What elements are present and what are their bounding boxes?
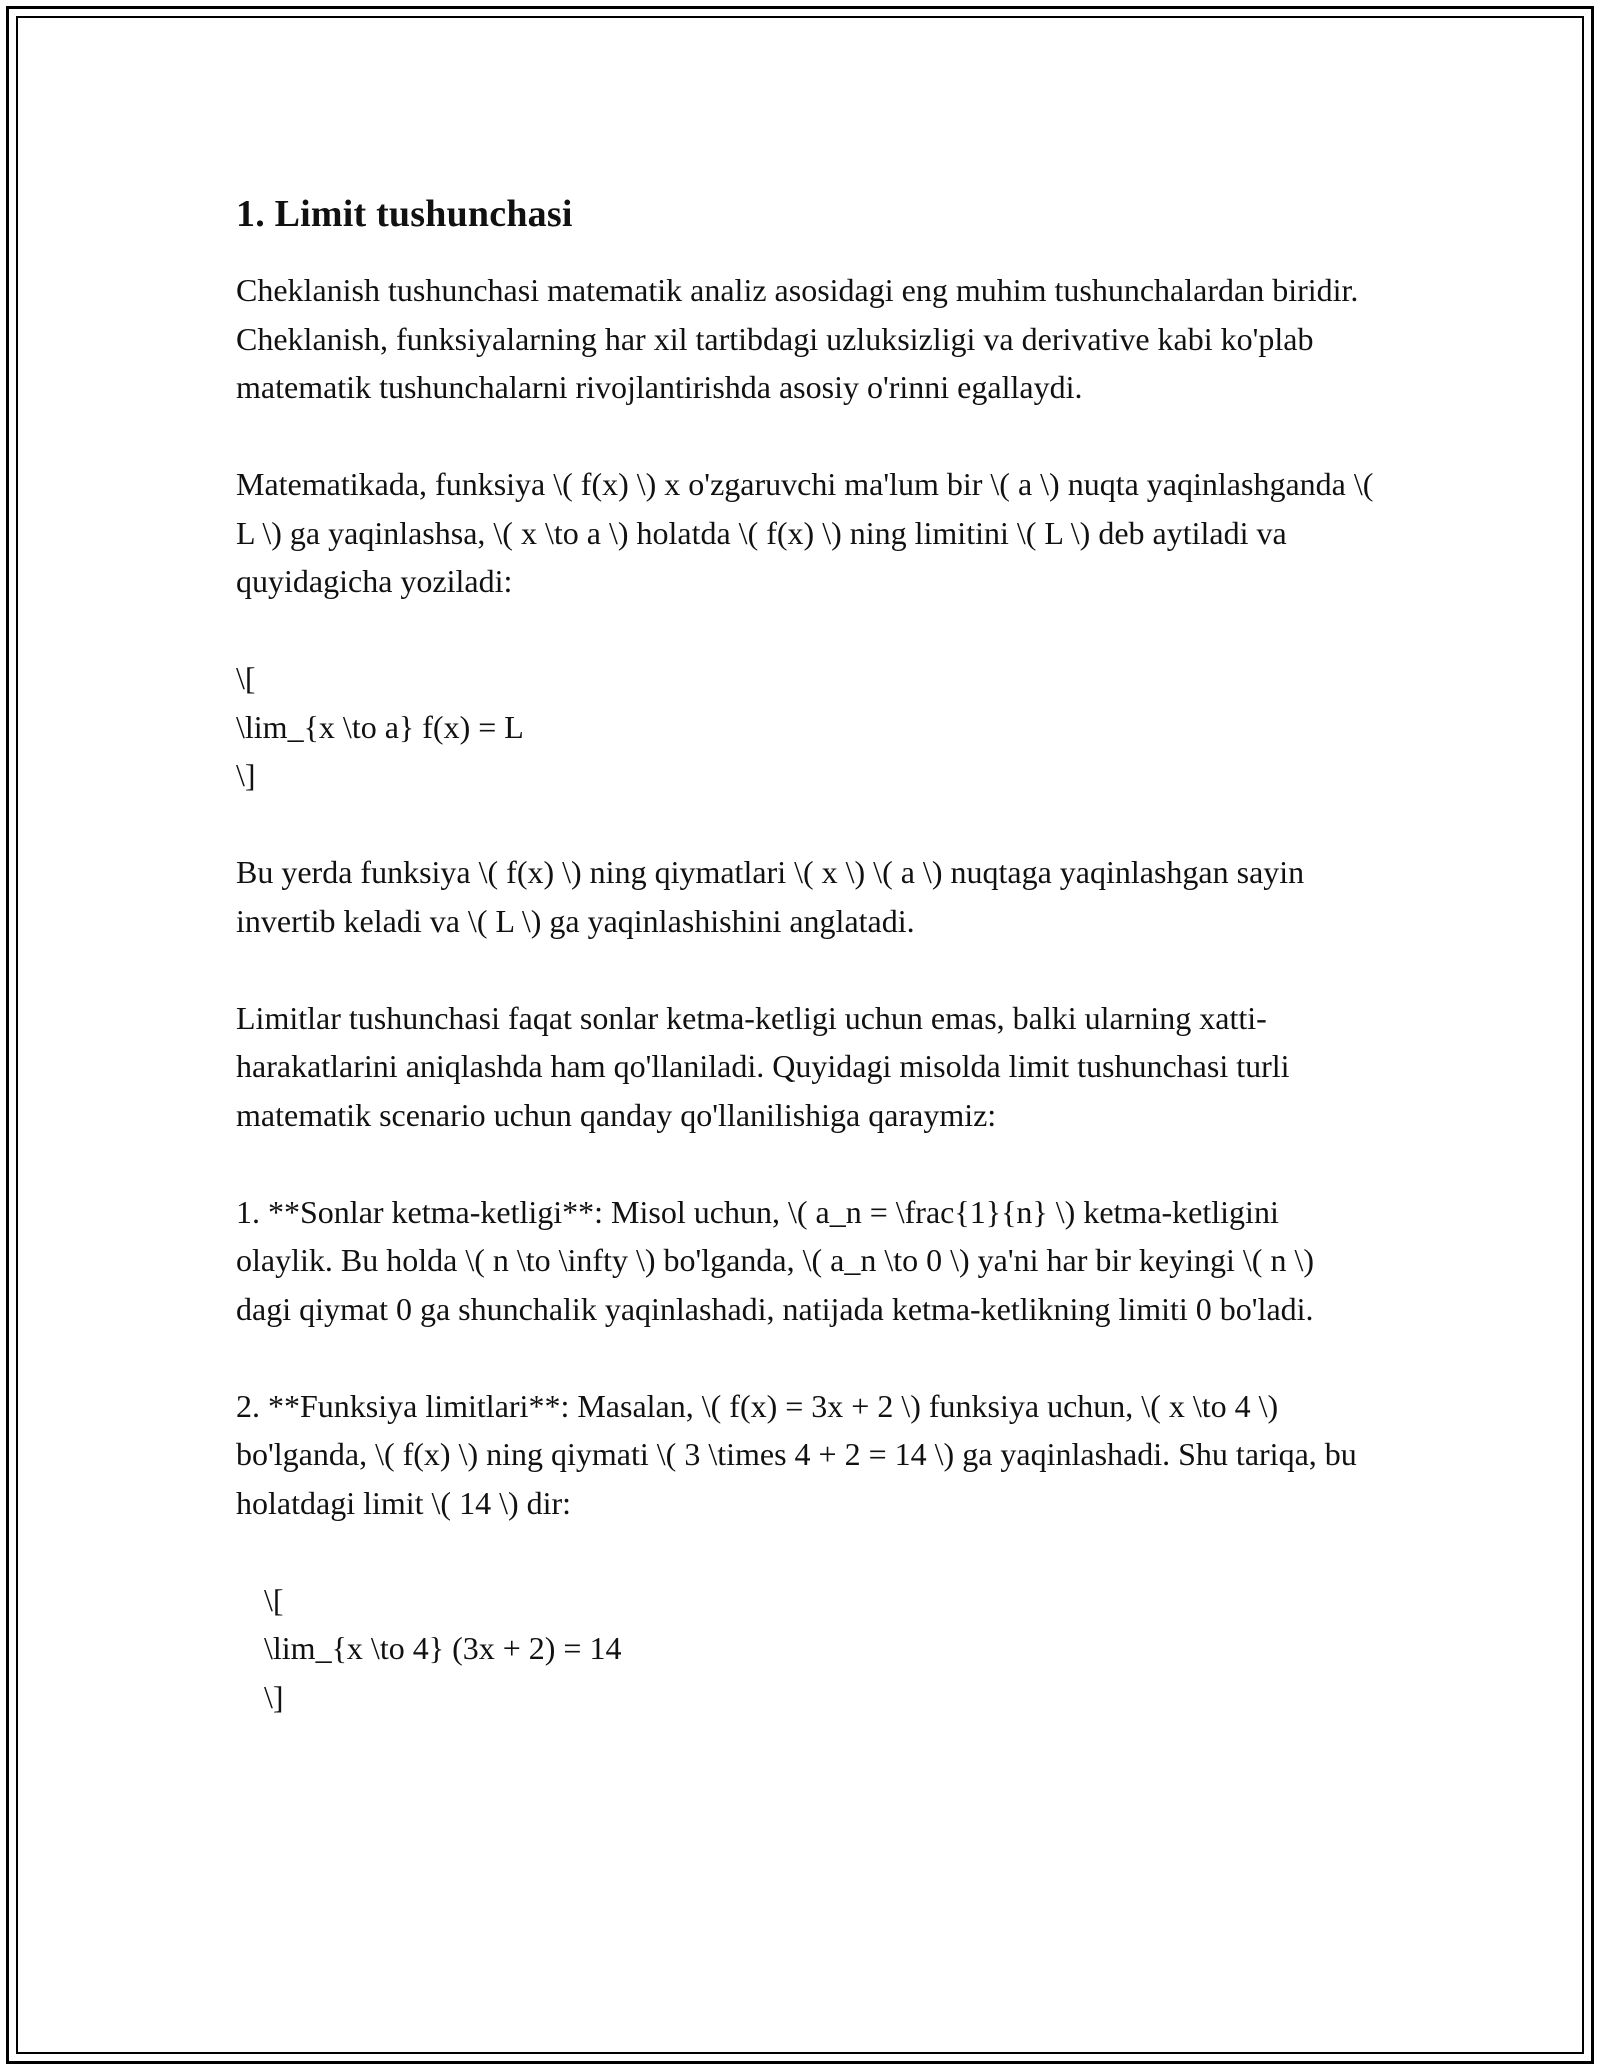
- list-item-sequences: 1. **Sonlar ketma-ketligi**: Misol uchun, \( a_n = \frac{1}{n} \) ketma-ketligini olaylik. Bu holda \( n \to \infty \) bo'lganda, \( a_n \to 0 \) ya'ni har bir keyingi \( n \) dagi qiymat 0 ga shunchalik yaqinlashadi, natijada ketma-ketlikning limiti 0 bo'ladi.: [236, 1193, 1314, 1327]
- formula-body: \lim_{x \to 4} (3x + 2) = 14: [264, 1630, 622, 1666]
- paragraph-gap: [236, 800, 1376, 849]
- document-body: [236, 190, 1376, 1721]
- list-item-function-limits: 2. **Funksiya limitlari**: Masalan, \( f(x) = 3x + 2 \) funksiya uchun, \( x \to 4 \) bo'lganda, \( f(x) \) ning qiymati \( 3 \times 4 + 2 = 14 \) ga yaqinlashadi. Shu tariqa, bu holatdagi limit \( 14 \) dir:: [236, 1387, 1357, 1521]
- formula-close: \]: [264, 1678, 284, 1715]
- paragraph-gap: [236, 945, 1376, 994]
- paragraph-gap: [236, 1139, 1376, 1188]
- paragraph-intro: Cheklanish tushunchasi matematik analiz asosidagi eng muhim tushunchalardan biridir. Cheklanish, funksiyalarning har xil tartibdagi uzluksizligi va derivative kabi ko'plab matematik tushunchalarni rivojlantirishda asosiy o'rinni egallaydi.: [236, 272, 1359, 405]
- paragraph-applications: Limitlar tushunchasi faqat sonlar ketma-ketligi uchun emas, balki ularning xatti-harakatlarini aniqlashda ham qo'llaniladi. Quyidagi misolda limit tushunchasi turli matematik scenario uchun qanday qo'llanilishiga qaraymiz:: [236, 999, 1290, 1133]
- formula-body: \lim_{x \to a} f(x) = L: [236, 708, 524, 745]
- paragraph-gap: [236, 1333, 1376, 1382]
- formula-open: \[: [236, 660, 256, 696]
- paragraph-explanation: Bu yerda funksiya \( f(x) \) ning qiymatlari \( x \) \( a \) nuqtaga yaqinlashgan sayin invertib keladi va \( L \) ga yaqinlashishini anglatadi.: [236, 854, 1305, 939]
- paragraph-definition: Matematikada, funksiya \( f(x) \) x o'zgaruvchi ma'lum bir \( a \) nuqta yaqinlashganda \( L \) ga yaqinlashsa, \( x \to a \) holatda \( f(x) \) ning limitini \( L \) deb aytiladi va quyidagicha yoziladi:: [236, 466, 1374, 599]
- formula-limit-example: [236, 1576, 1376, 1722]
- section-title: 1. Limit tushunchasi: [236, 193, 573, 235]
- formula-limit-definition: [236, 654, 1376, 800]
- formula-open: \[: [264, 1581, 284, 1618]
- paragraph-gap: [236, 412, 1376, 461]
- paragraph-gap: [236, 606, 1376, 655]
- paragraph-gap: [236, 1527, 1376, 1576]
- formula-close: \]: [236, 757, 256, 793]
